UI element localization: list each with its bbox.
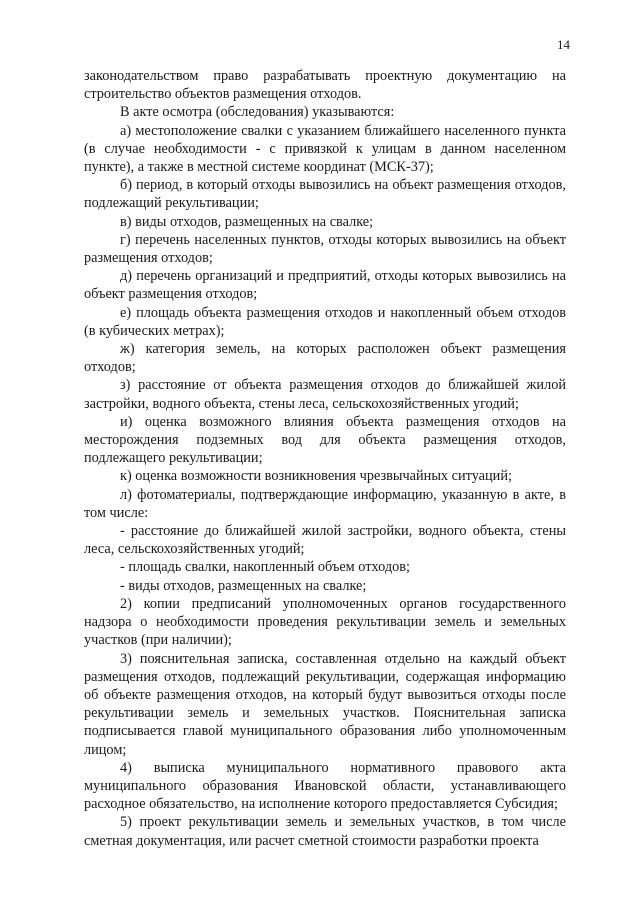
paragraph-item-k: к) оценка возможности возникновения чрезвычайных ситуаций; bbox=[120, 468, 512, 485]
paragraph-subitem-distance: - расстояние до ближайшей жилой застройки, водного объекта, стены леса, сельскохозяйственных угодий; bbox=[84, 523, 566, 558]
page-number: 14 bbox=[557, 37, 570, 52]
paragraph-item-a: а) местоположение свалки с указанием ближайшего населенного пункта (в случае необходимости - с привязкой к улицам в данном населенном пункте), а также в местной системе координат (МСК-37); bbox=[84, 122, 566, 176]
paragraph-item-i: и) оценка возможного влияния объекта размещения отходов на месторождения подземных вод для объекта размещения отходов, подлежащего рекультивации; bbox=[84, 413, 566, 467]
paragraph-item-l: л) фотоматериалы, подтверждающие информацию, указанную в акте, в том числе: bbox=[84, 486, 566, 521]
paragraph-intro-continuation: законодательством право разрабатывать проектную документацию на строительство объектов размещения отходов. bbox=[84, 68, 566, 103]
paragraph-item-d: д) перечень организаций и предприятий, отходы которых вывозились на объект размещения отходов; bbox=[84, 268, 566, 303]
paragraph-subitem-area: - площадь свалки, накопленный объем отходов; bbox=[120, 559, 410, 576]
paragraph-act-heading: В акте осмотра (обследования) указываются: bbox=[120, 104, 395, 121]
paragraph-subitem-waste-types: - виды отходов, размещенных на свалке; bbox=[120, 577, 367, 594]
paragraph-item-4: 4) выписка муниципального нормативного правового акта муниципального образования Ивановской области, устанавливающего расходное обязательство, на исполнение которого предоставляется Субсидия; bbox=[84, 759, 566, 813]
paragraph-item-e: е) площадь объекта размещения отходов и накопленный объем отходов (в кубических метрах); bbox=[84, 304, 566, 339]
paragraph-item-v: в) виды отходов, размещенных на свалке; bbox=[120, 213, 374, 230]
paragraph-item-b: б) период, в который отходы вывозились на объект размещения отходов, подлежащий рекультивации; bbox=[84, 177, 566, 212]
paragraph-item-zh: ж) категория земель, на которых расположен объект размещения отходов; bbox=[84, 341, 566, 376]
document-body bbox=[84, 67, 566, 850]
paragraph-item-3: 3) пояснительная записка, составленная отдельно на каждый объект размещения отходов, подлежащий рекультивации, содержащая информацию об объекте размещения отходов, на который будут вывозиться отходы после рекультивации земель и земельных участков. Пояснительная записка подписывается главой муниципального образования либо уполномоченным лицом; bbox=[84, 650, 566, 758]
paragraph-item-2: 2) копии предписаний уполномоченных органов государственного надзора о необходимости проведения рекультивации земель и земельных участков (при наличии); bbox=[84, 595, 566, 649]
paragraph-item-z: з) расстояние от объекта размещения отходов до ближайшей жилой застройки, водного объекта, стены леса, сельскохозяйственных угодий; bbox=[84, 377, 566, 412]
paragraph-item-g: г) перечень населенных пунктов, отходы которых вывозились на объект размещения отходов; bbox=[84, 231, 566, 267]
paragraph-item-5: 5) проект рекультивации земель и земельных участков, в том числе сметная документация, или расчет сметной стоимости разработки проекта bbox=[84, 814, 566, 849]
